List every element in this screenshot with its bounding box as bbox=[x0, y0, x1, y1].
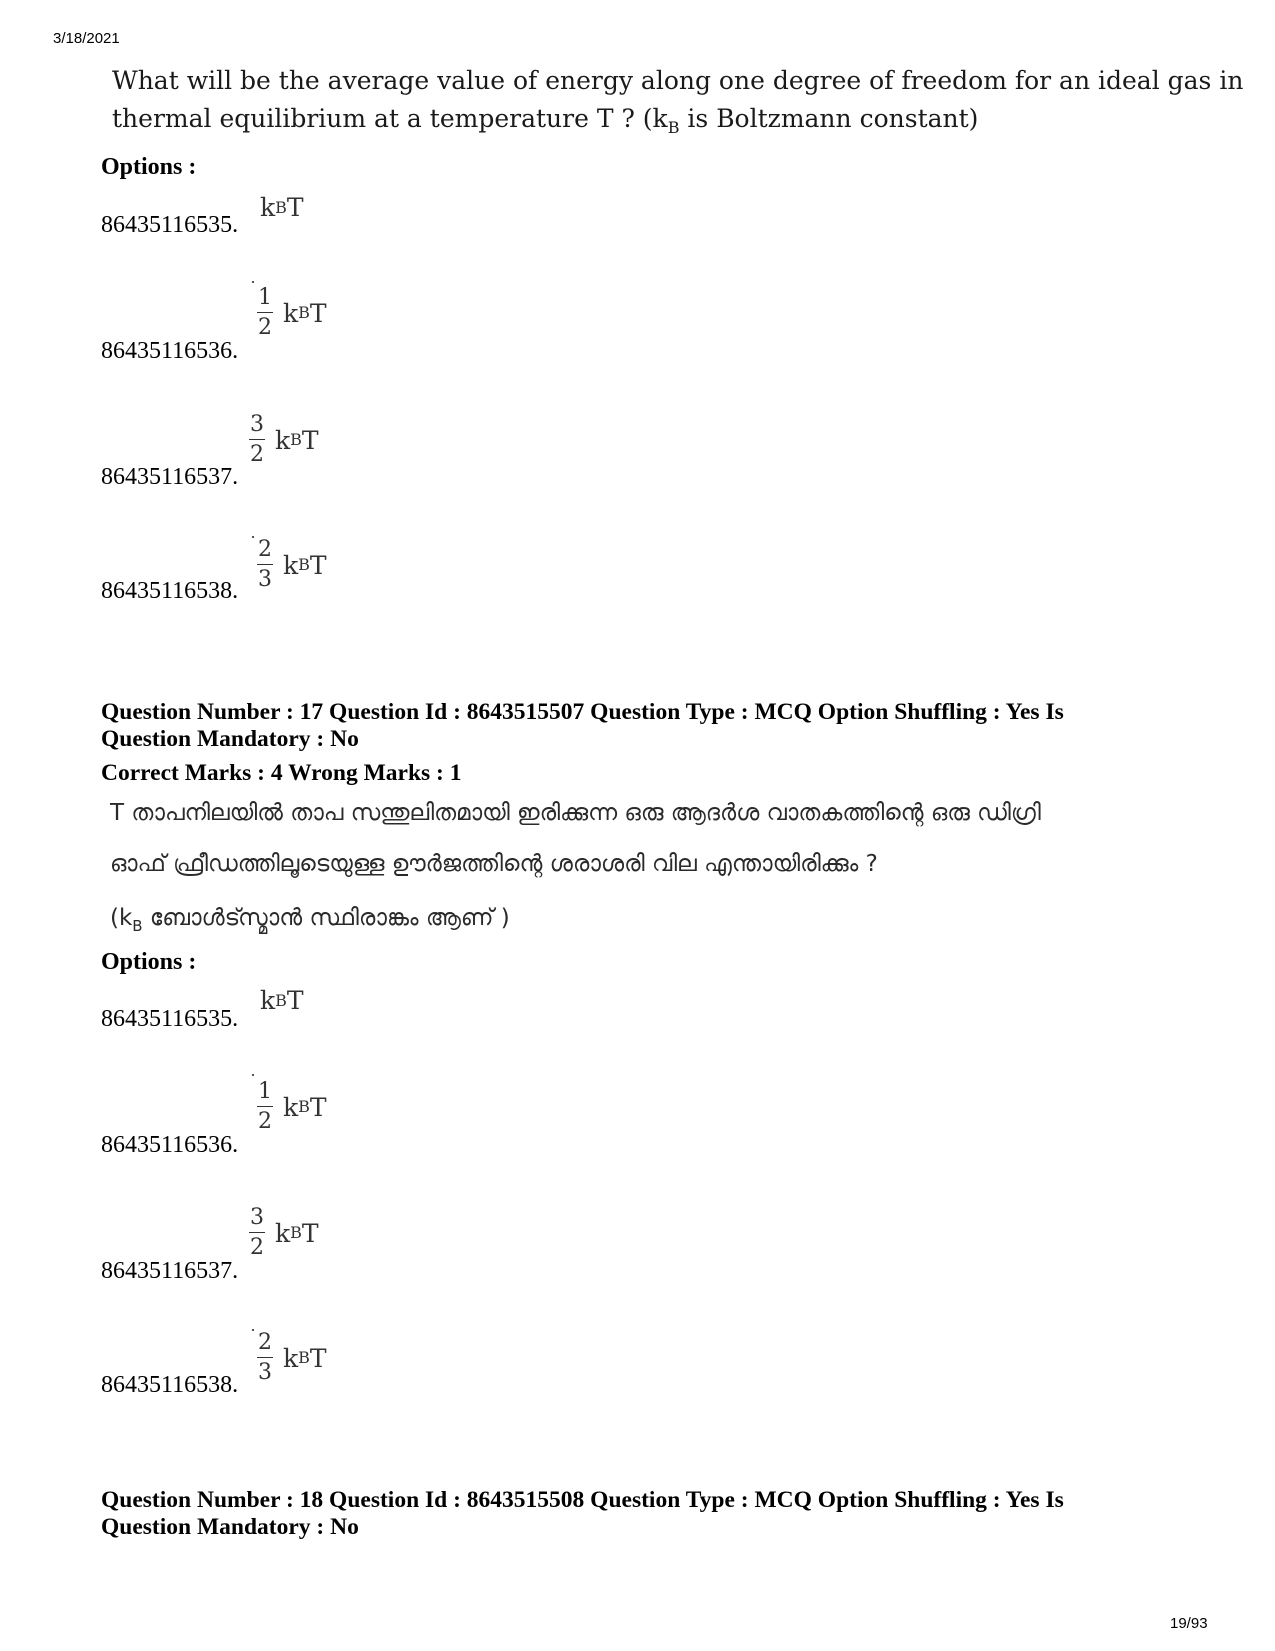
q17-option-3-formula: $\frac{3}{2}$ k B T bbox=[250, 1205, 319, 1260]
q17-options-heading: Options : bbox=[101, 949, 197, 975]
scan-mark bbox=[252, 281, 254, 283]
q17-malayalam-line2: ഓഫ് ഫ്രീഡത്തിലൂടെയുള്ള ഊർജത്തിന്റെ ശരാശരി വില എന്തായിരിക്കും ? bbox=[110, 851, 878, 877]
q17-meta-line2: Question Mandatory : No bbox=[101, 726, 359, 752]
q17-malayalam-line3: ($k_B$ ബോൾട്സ്മാൻ സ്ഥിരാങ്കം ആണ് ) bbox=[110, 905, 510, 935]
scan-mark bbox=[252, 1329, 254, 1331]
fraction: $\frac{1}{2}$ bbox=[258, 1079, 272, 1134]
q17-marks: Correct Marks : 4 Wrong Marks : 1 bbox=[101, 760, 462, 786]
q16-question-text bbox=[112, 62, 1243, 138]
q17-option-1-formula: k B T bbox=[260, 986, 304, 1015]
q18-meta-line2: Question Mandatory : No bbox=[101, 1514, 359, 1540]
q16-option-4-id: 86435116538. bbox=[101, 578, 239, 604]
q17-option-1-id: 86435116535. bbox=[101, 1006, 239, 1032]
q16-option-4-formula: $\frac{2}{3}$ k B T bbox=[258, 537, 327, 592]
q16-option-3-id: 86435116537. bbox=[101, 464, 239, 490]
q17-option-2-formula: $\frac{1}{2}$ k B T bbox=[258, 1079, 327, 1134]
fraction: $\frac{1}{2}$ bbox=[258, 285, 272, 340]
q16-options-heading: Options : bbox=[101, 154, 197, 180]
q16-question-line2: thermal equilibrium at a temperature T ? ($k_B$ is Boltzmann constant) bbox=[112, 104, 979, 137]
q18-meta-line1: Question Number : 18 Question Id : 8643515508 Question Type : MCQ Option Shuffling : Yes Is bbox=[101, 1487, 1064, 1513]
q16-option-1-id: 86435116535. bbox=[101, 212, 239, 238]
q18-meta bbox=[101, 1487, 1064, 1541]
print-date: 3/18/2021 bbox=[53, 30, 120, 47]
q17-option-3-id: 86435116537. bbox=[101, 1258, 239, 1284]
fraction: $\frac{2}{3}$ bbox=[258, 1330, 272, 1385]
scan-mark bbox=[252, 536, 254, 538]
fraction: $\frac{3}{2}$ bbox=[250, 1205, 264, 1260]
q16-option-3-formula: $\frac{3}{2}$ k B T bbox=[250, 412, 319, 467]
q17-option-4-id: 86435116538. bbox=[101, 1372, 239, 1398]
q17-option-4-formula: $\frac{2}{3}$ k B T bbox=[258, 1330, 327, 1385]
q17-meta-line1: Question Number : 17 Question Id : 8643515507 Question Type : MCQ Option Shuffling : Yes Is bbox=[101, 699, 1064, 725]
fraction: $\frac{2}{3}$ bbox=[258, 537, 272, 592]
q16-option-1-formula: k B T bbox=[260, 193, 304, 222]
fraction: $\frac{3}{2}$ bbox=[250, 412, 264, 467]
scan-mark bbox=[252, 1074, 254, 1076]
q17-meta bbox=[101, 699, 1064, 753]
q17-option-2-id: 86435116536. bbox=[101, 1132, 239, 1158]
page-number: 19/93 bbox=[1170, 1615, 1208, 1632]
q17-malayalam-line1: T താപനിലയിൽ താപ സന്തുലിതമായി ഇരിക്കുന്ന ഒരു ആദർശ വാതകത്തിന്റെ ഒരു ഡിഗ്രി bbox=[110, 800, 1041, 826]
q16-option-2-formula: $\frac{1}{2}$ k B T bbox=[258, 285, 327, 340]
q16-option-2-id: 86435116536. bbox=[101, 338, 239, 364]
q16-question-line1: What will be the average value of energy along one degree of freedom for an ideal gas in bbox=[112, 66, 1244, 95]
